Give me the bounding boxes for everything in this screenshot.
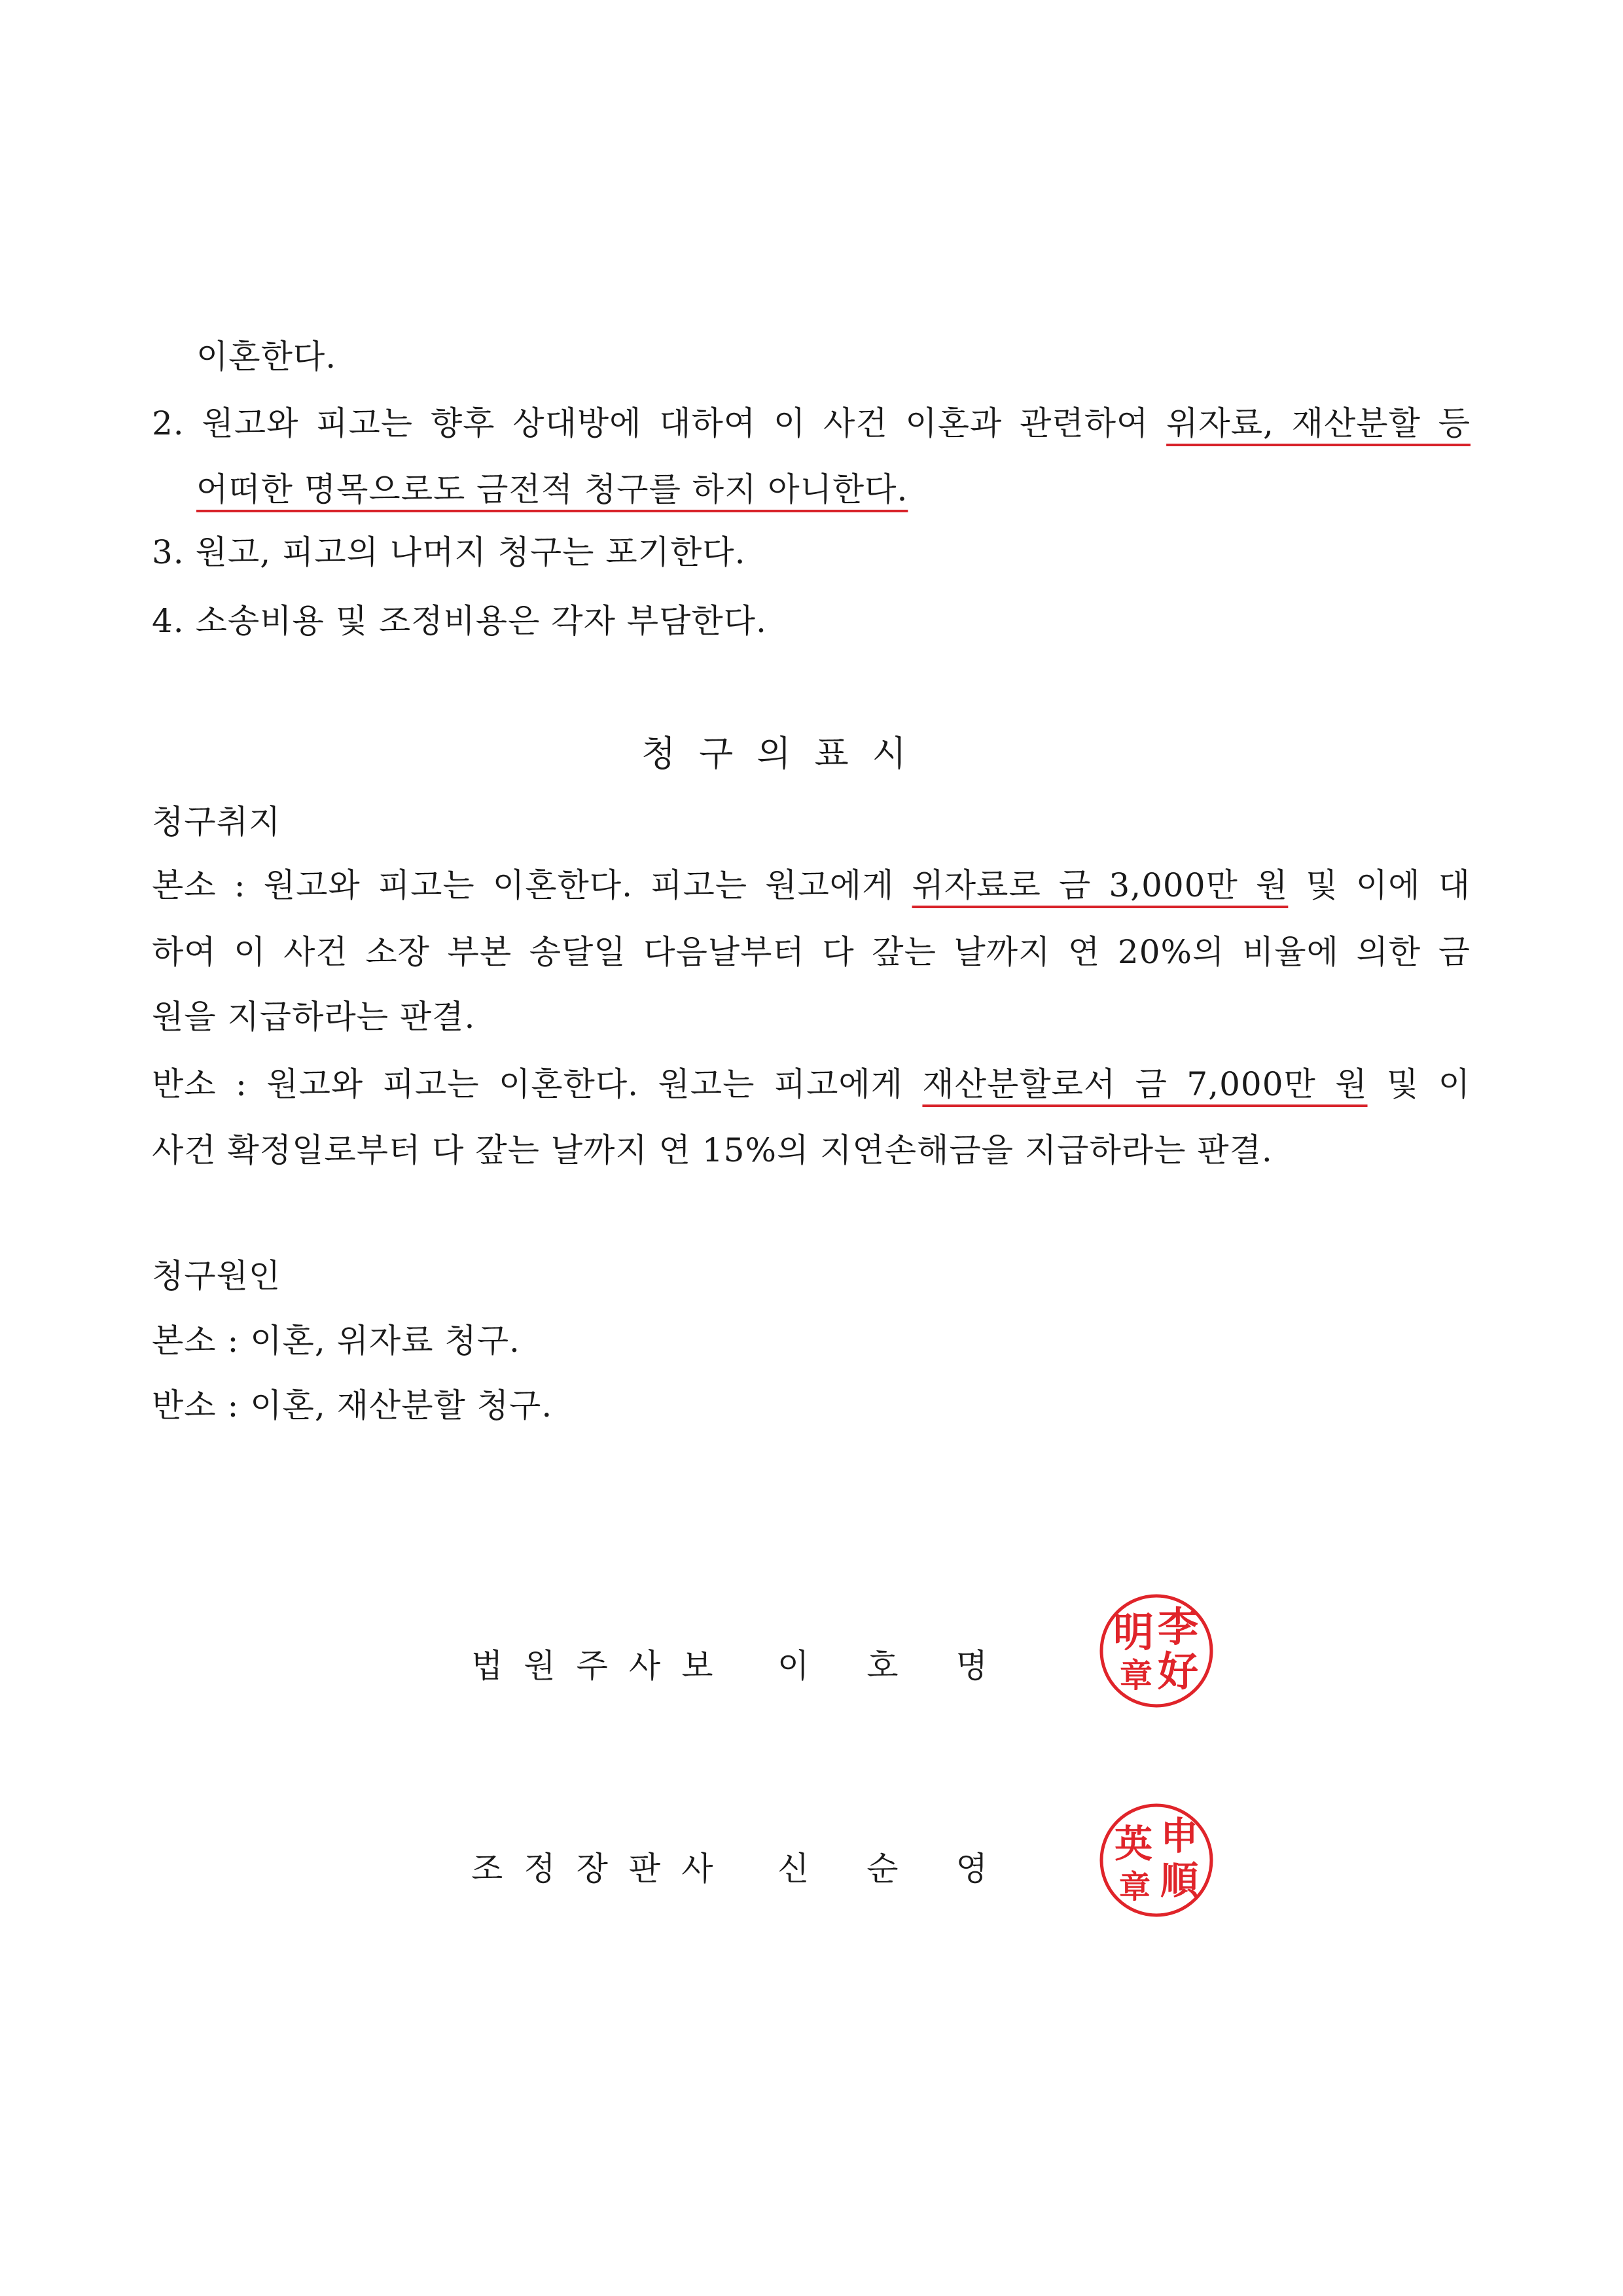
item-2-line-1	[152, 404, 1471, 443]
item-1-continuation: 이혼한다.	[196, 338, 337, 376]
counter-claim-text: 반소 : 원고와 피고는 이혼한다. 원고는 피고에게	[152, 1065, 923, 1103]
item-2-underlined-text: 위자료, 재산분할 등	[1166, 404, 1471, 442]
main-claim-line-1	[152, 866, 1471, 905]
item-2-text: 2. 원고와 피고는 향후 상대방에 대하여 이 사건 이혼과 관련하여	[152, 404, 1167, 442]
clerk-title: 법원주사보	[471, 1647, 734, 1685]
judge-title: 조정장판사	[471, 1850, 734, 1888]
item-3: 3. 원고, 피고의 나머지 청구는 포기한다.	[152, 533, 746, 571]
clerk-seal-char-2: 好	[1157, 1648, 1199, 1695]
judge-seal-char-1: 申	[1160, 1814, 1199, 1858]
cause-main-claim: 본소 : 이혼, 위자료 청구.	[152, 1322, 520, 1360]
counter-claim-underlined-amount: 재산분할로서 금 7,000만 원	[922, 1065, 1368, 1103]
claim-cause-title: 청구원인	[152, 1257, 281, 1295]
judge-seal-char-3: 英	[1114, 1822, 1153, 1866]
judge-seal-char-2: 順	[1160, 1858, 1199, 1903]
cause-counter-claim: 반소 : 이혼, 재산분할 청구.	[152, 1386, 553, 1424]
claim-purpose-title: 청구취지	[152, 803, 281, 841]
signature-row-judge	[471, 1849, 734, 1888]
clerk-seal-stamp	[1094, 1589, 1219, 1713]
main-claim-text: 본소 : 원고와 피고는 이혼한다. 피고는 원고에게	[152, 866, 912, 904]
main-claim-underlined-amount: 위자료로 금 3,000만 원	[912, 866, 1289, 904]
counter-claim-text-tail: 및 이	[1367, 1065, 1471, 1103]
section-heading	[641, 733, 930, 774]
clerk-seal-char-1: 李	[1157, 1603, 1199, 1651]
judge-seal-stamp	[1094, 1798, 1219, 1922]
counter-claim-line-1	[152, 1065, 1471, 1104]
item-4: 4. 소송비용 및 조정비용은 각자 부담한다.	[152, 602, 767, 640]
section-heading-text: 청구의표시	[641, 733, 930, 774]
clerk-seal-char-3: 明	[1113, 1608, 1154, 1656]
clerk-name: 이호명	[777, 1647, 1045, 1685]
main-claim-text-tail: 및 이에 대	[1288, 866, 1471, 904]
judge-seal-char-4: 章	[1118, 1869, 1151, 1905]
signature-row-clerk	[471, 1646, 734, 1686]
item-2-underlined-continuation: 어떠한 명목으로도 금전적 청구를 하지 아니한다.	[196, 470, 908, 508]
judge-name: 신순영	[777, 1850, 1045, 1888]
main-claim-line-3: 원을 지급하라는 판결.	[152, 998, 476, 1036]
clerk-seal-char-4: 章	[1120, 1657, 1152, 1695]
item-2-line-2	[196, 470, 908, 509]
counter-claim-line-2: 사건 확정일로부터 다 갚는 날까지 연 15%의 지연손해금을 지급하라는 판결.	[152, 1131, 1273, 1169]
main-claim-line-2: 하여 이 사건 소장 부본 송달일 다음날부터 다 갚는 날까지 연 20%의 비율에 의한 금	[152, 933, 1471, 971]
